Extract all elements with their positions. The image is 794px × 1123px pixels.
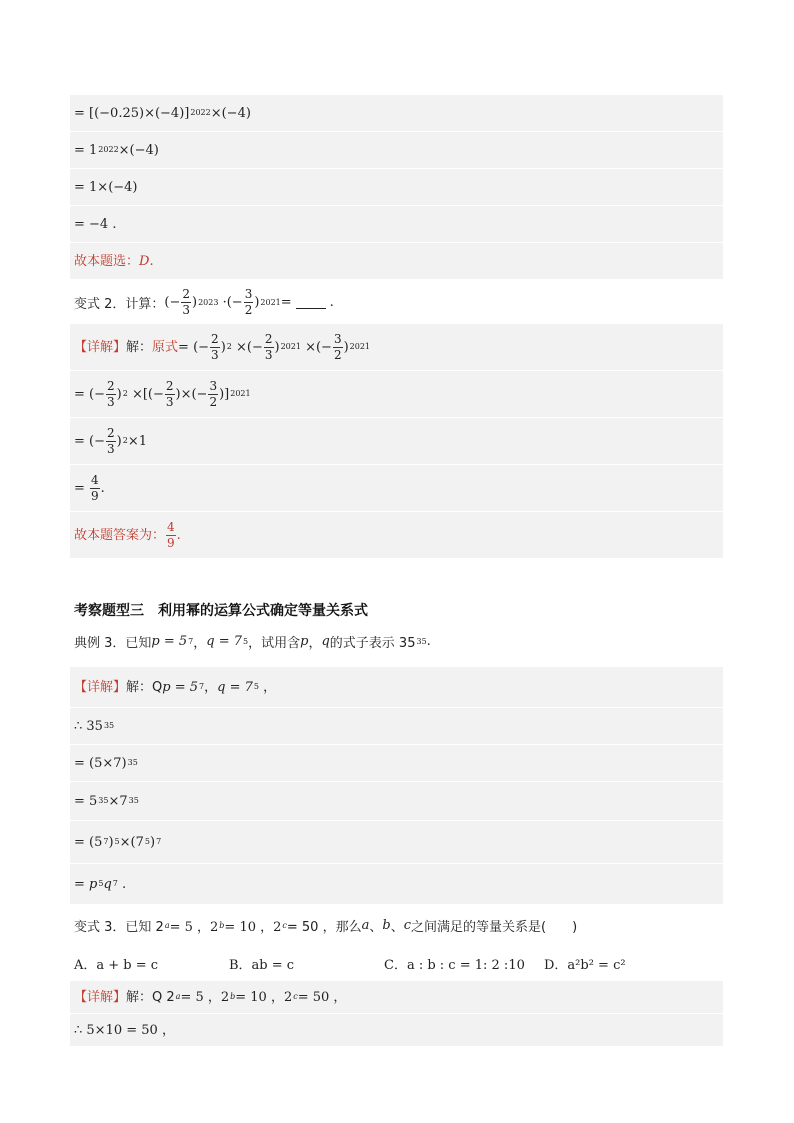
option-c: C．a : b : c = 1: 2 :10 xyxy=(384,957,525,973)
option-a: A．a + b = c xyxy=(74,957,159,973)
step-line: 【详解】 解：Q p = 5 7 ， q = 7 5 ， xyxy=(70,667,723,708)
step-line: 【详解】 解：Q 2 a = 5 ，2 b = 10 ，2 c = 50 ， xyxy=(70,981,723,1014)
answer-line: 故本题选： D . xyxy=(70,243,723,280)
variant-2-question: 变式 2．计算： (− $\frac{2}{3}$ ) 2023 ·(− $\frac{3}{2}$ ) 2021 = . xyxy=(74,286,334,317)
step-line: = 1 2022 ×(−4) xyxy=(70,132,723,169)
solution-block-2 xyxy=(70,324,723,559)
step-line: 【详解】 解： 原式 = (− $\frac{2}{3}$ ) 2 ×(− $\frac{2}{3}$ ) 2021 ×(− $\frac{3}{2}$ ) 2021 xyxy=(70,324,723,371)
step-line: = [(−0.25)×(−4)] 2022 ×(−4) xyxy=(70,95,723,132)
answer-blank xyxy=(296,296,326,309)
step-line: = (5 7 ) 5 ×(7 5 ) 7 xyxy=(70,821,723,864)
example-3-question: 典例 3．已知 p = 5 7 ， q = 7 5 ，试用含 p ， q 的式子表示 35 35 . xyxy=(74,633,431,651)
step-line: ∴ 35 35 xyxy=(70,708,723,745)
fraction: $\frac{2}{3}$ xyxy=(182,286,191,317)
option-b: B．ab = c xyxy=(229,957,295,973)
answer-line: 故本题答案为： $\frac{4}{9}$ . xyxy=(70,512,723,559)
step-line: = −4 . xyxy=(70,206,723,243)
options-row xyxy=(70,945,723,981)
option-d: D．a²b² = c² xyxy=(544,957,626,973)
step-line: = (− $\frac{2}{3}$ ) 2 ×1 xyxy=(70,418,723,465)
section-title: 考察题型三 利用幂的运算公式确定等量关系式 xyxy=(74,603,368,619)
step-line: = $\frac{4}{9}$ . xyxy=(70,465,723,512)
variant-3-question: 变式 3．已知 2 a = 5 ，2 b = 10 ，2 c = 50 ，那么 a 、 b 、 c 之间满足的等量关系是( ) xyxy=(74,917,578,935)
step-line: ∴ 5×10 = 50 ， xyxy=(70,1014,723,1047)
solution-block-4 xyxy=(70,981,723,1047)
step-line: = 1×(−4) xyxy=(70,169,723,206)
step-line: = (− $\frac{2}{3}$ ) 2 ×[(− $\frac{2}{3}$ )×(− $\frac{3}{2}$ )] 2021 xyxy=(70,371,723,418)
step-line: = p 5 q 7 . xyxy=(70,864,723,905)
fraction: $\frac{3}{2}$ xyxy=(244,286,253,317)
step-line: = 5 35 ×7 35 xyxy=(70,782,723,821)
step-line: = (5×7) 35 xyxy=(70,745,723,782)
page xyxy=(70,95,723,1047)
solution-block-3 xyxy=(70,667,723,905)
solution-block-1 xyxy=(70,95,723,280)
